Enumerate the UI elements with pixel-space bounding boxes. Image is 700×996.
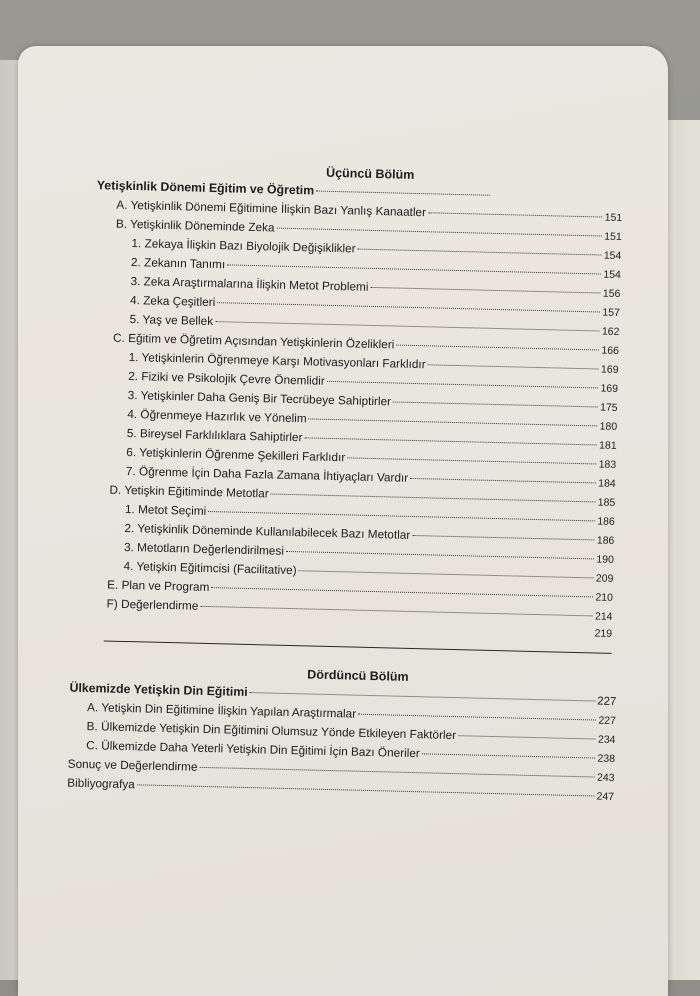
toc-entry-page: 186 xyxy=(596,534,615,547)
leader-dots xyxy=(396,345,599,351)
toc-title-label: Ülkemizde Yetişkin Din Eğitimi xyxy=(69,680,248,700)
toc-entry-page: 166 xyxy=(601,344,620,357)
toc-entry-page: 154 xyxy=(603,249,622,263)
toc-entry-page: 247 xyxy=(596,790,615,803)
toc-title-label: Yetişkinlik Dönemi Eğitim ve Öğretim xyxy=(96,178,315,198)
toc-entry-label: A. Yetişkin Din Eğitimine İlişkin Yapılan Araştırmalar xyxy=(86,700,357,721)
toc-entry-page: 151 xyxy=(604,211,623,225)
leader-dots xyxy=(327,381,599,389)
leader-dots xyxy=(412,535,595,540)
toc-entry-page: 214 xyxy=(594,610,613,623)
toc-entry-label: 1. Zekaya İlişkin Bazı Biyolojik Değişiklikler xyxy=(131,236,356,256)
toc-entry-label: B. Yetişkinlik Döneminde Zeka xyxy=(115,216,275,235)
toc-entry-label: 7. Öğrenme İçin Daha Fazla Zamana İhtiyaçları Vardır xyxy=(125,463,409,485)
leader-dots xyxy=(458,735,596,739)
toc-entry-label: C. Ülkemizde Daha Yeterli Yetişkin Din Eğitimi İçin Bazı Öneriler xyxy=(86,738,420,761)
toc-entry-page: 180 xyxy=(599,420,618,433)
toc-entry-label: 4. Öğrenmeye Hazırlık ve Yönelim xyxy=(127,406,307,426)
toc-entry-label: D. Yetişkin Eğitiminde Metotlar xyxy=(109,482,269,501)
leader-dots xyxy=(410,478,596,484)
section-heading-part4: Dördüncü Bölüm xyxy=(307,667,409,684)
leader-dots xyxy=(347,457,596,464)
toc-entry-page: 227 xyxy=(598,714,617,728)
toc-entry-page: 156 xyxy=(602,287,621,300)
leader-dots xyxy=(208,511,595,521)
toc-entry-label: 5. Yaş ve Bellek xyxy=(129,312,214,329)
toc-entry-page: 219 xyxy=(594,627,613,640)
toc-entry-page: 234 xyxy=(597,733,616,747)
toc-entry-label: 3. Yetişkinler Daha Geniş Bir Tecrübeye Sahiptirler xyxy=(127,387,392,409)
leader-dots xyxy=(304,437,597,445)
toc-entry-label: 2. Yetişkinlik Döneminde Kullanılabilecek Bazı Metotlar xyxy=(124,520,411,542)
toc-entry-page: 169 xyxy=(600,382,619,395)
toc-entry-label: A. Yetişkinlik Dönemi Eğitimine İlişkin Bazı Yanlış Kanaatler xyxy=(116,197,427,220)
leader-dots xyxy=(250,692,596,701)
toc-entry-label: 4. Yetişkin Eğitimcisi (Facilitative) xyxy=(123,558,297,578)
leader-dots xyxy=(428,212,603,217)
leader-dots xyxy=(316,191,490,196)
toc-entry-label: 3. Zeka Araştırmalarına İlişkin Metot Problemi xyxy=(130,274,369,294)
leader-dots xyxy=(227,264,601,274)
leader-dots xyxy=(309,418,598,426)
toc-entry-page: 186 xyxy=(597,515,615,528)
leader-dots xyxy=(200,767,596,778)
toc-entry-label: 3. Metotların Değerlendirilmesi xyxy=(123,539,285,558)
toc-entry-label: Bibliyografya xyxy=(67,775,135,792)
leader-dots xyxy=(370,287,600,294)
leader-dots xyxy=(271,494,596,503)
leader-dots xyxy=(393,401,598,407)
toc-entry-label: 1. Metot Seçimi xyxy=(124,501,207,518)
toc-entry-page: 154 xyxy=(603,268,621,281)
leader-dots xyxy=(217,302,600,312)
toc-entry-page: 181 xyxy=(598,439,617,452)
leader-dots xyxy=(299,570,594,578)
toc-entry-label: Sonuç ve Değerlendirme xyxy=(67,756,198,774)
toc-entry-page: 169 xyxy=(600,363,619,376)
toc-entry-page: 190 xyxy=(596,553,615,566)
toc-entry-label: 5. Bireysel Farklılıklara Sahiptirler xyxy=(126,425,303,445)
toc-entry-label: E. Plan ve Program xyxy=(106,577,210,595)
leader-dots xyxy=(215,321,600,331)
leader-dots xyxy=(358,714,596,721)
toc-entry-label: B. Ülkemizde Yetişkin Din Eğitimini Olumsuz Yönde Etkileyen Faktörler xyxy=(86,719,457,743)
toc-entry-label: C. Eğitim ve Öğretim Açısından Yetişkinlerin Özelikleri xyxy=(112,330,395,352)
toc-entry-page: 157 xyxy=(602,306,621,319)
leader-dots xyxy=(428,364,599,369)
toc-entry-page: 185 xyxy=(597,496,616,509)
toc-entry-page: 184 xyxy=(598,477,616,490)
toc-entry-label: 6. Yetişkinlerin Öğrenme Şekilleri Farklıdır xyxy=(126,444,346,465)
toc-entry-label: 4. Zeka Çeşitleri xyxy=(129,293,216,310)
leader-dots xyxy=(137,784,595,796)
leader-dots xyxy=(422,753,596,758)
leader-dots xyxy=(358,249,602,256)
leader-dots xyxy=(277,228,603,237)
section-heading-part3: Üçüncü Bölüm xyxy=(325,165,415,182)
toc-entry-page: 238 xyxy=(597,752,616,765)
toc-entry-page: 162 xyxy=(601,325,620,338)
toc-entry-page: 151 xyxy=(604,230,622,244)
leader-dots xyxy=(200,606,593,617)
leader-dots xyxy=(211,587,593,597)
toc-entry-page: 210 xyxy=(595,591,614,604)
toc-entry-label: 1. Yetişkinlerin Öğrenmeye Karşı Motivasyonları Farklıdır xyxy=(128,350,426,372)
toc-title-page: 227 xyxy=(597,695,617,709)
toc-entry-label: 2. Zekanın Tanımı xyxy=(130,255,226,272)
toc-entry-label: 2. Fiziki ve Psikolojik Çevre Önemlidir xyxy=(128,368,326,388)
leader-dots xyxy=(286,551,594,560)
toc-entry-label: F) Değerlendirme xyxy=(106,596,199,613)
toc-entry-page: 183 xyxy=(598,458,617,471)
toc-entry-page: 175 xyxy=(599,401,618,414)
toc-entry-page: 209 xyxy=(595,572,614,585)
toc-entry-page: 243 xyxy=(596,771,615,784)
